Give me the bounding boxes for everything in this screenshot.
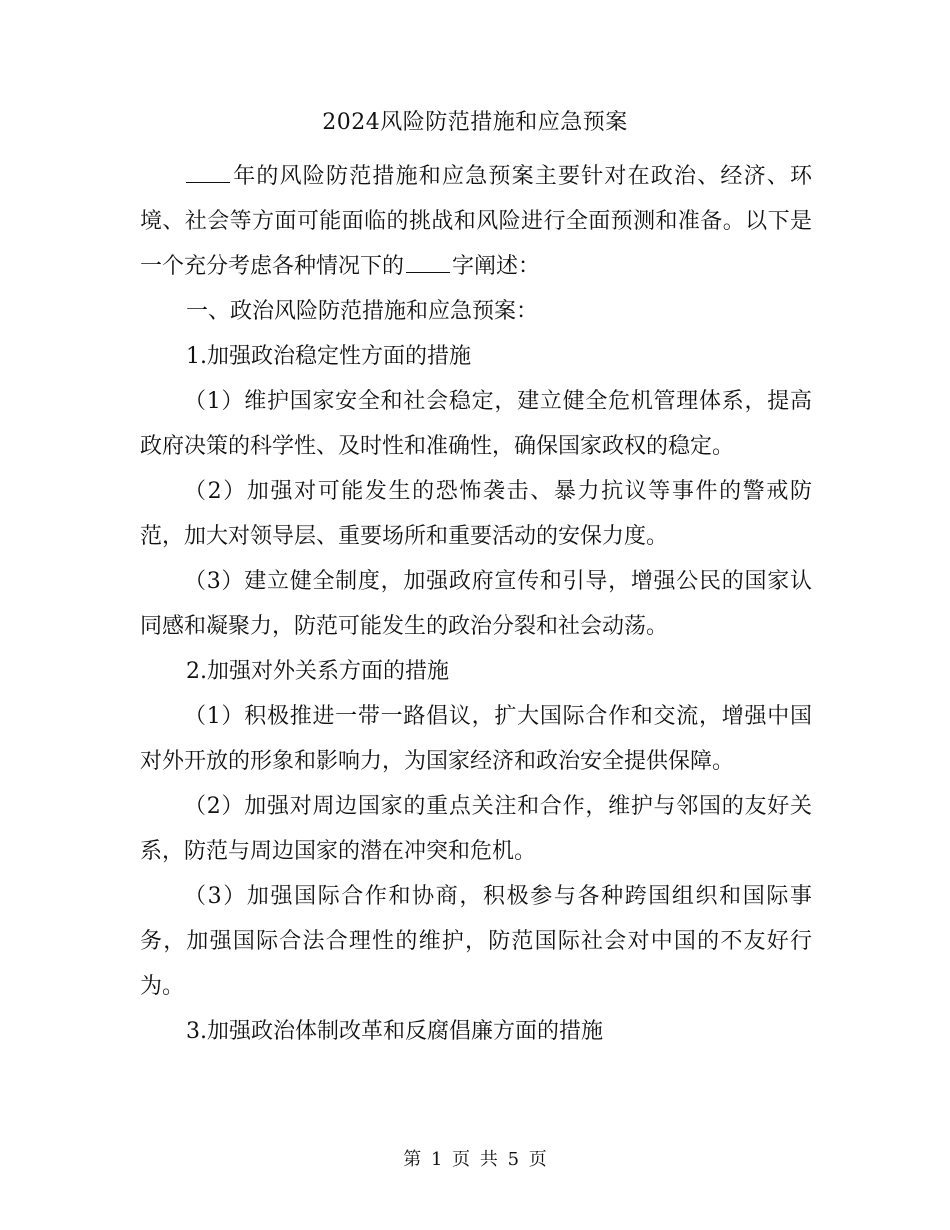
list-item: （2）加强对可能发生的恐怖袭击、暴力抗议等事件的警戒防范，加大对领导层、重要场所和重要活动的安保力度。 bbox=[140, 479, 812, 549]
document-title: 2024风险防范措施和应急预案 bbox=[322, 110, 628, 135]
blank-line bbox=[406, 271, 450, 273]
list-item: （1）积极推进一带一路倡议，扩大国际合作和交流，增强中国对外开放的形象和影响力，为国家经济和政治安全提供保障。 bbox=[140, 704, 812, 774]
list-item: （1）维护国家安全和社会稳定，建立健全危机管理体系，提高政府决策的科学性、及时性和准确性，确保国家政权的稳定。 bbox=[140, 389, 812, 459]
subsection-heading-political-stability: 1.加强政治稳定性方面的措施 bbox=[186, 344, 471, 369]
list-item: （2）加强对周边国家的重点关注和合作，维护与邻国的友好关系，防范与周边国家的潜在冲突和危机。 bbox=[140, 794, 812, 864]
list-item: （3）建立健全制度，加强政府宣传和引导，增强公民的国家认同感和凝聚力，防范可能发生的政治分裂和社会动荡。 bbox=[140, 569, 812, 639]
page-number-footer: 第 1 页 共 5 页 bbox=[403, 1149, 547, 1170]
intro-text-part2: 字阐述： bbox=[452, 254, 541, 279]
subsection-heading-foreign-relations: 2.加强对外关系方面的措施 bbox=[186, 659, 449, 684]
blank-line bbox=[186, 181, 230, 183]
intro-paragraph bbox=[140, 154, 812, 289]
intro-text-part1: 年的风险防范措施和应急预案主要针对在政治、经济、环境、社会等方面可能面临的挑战和风险进行全面预测和准备。以下是一个充分考虑各种情况下的 bbox=[140, 164, 812, 279]
section-heading-political-risk: 一、政治风险防范措施和应急预案： bbox=[186, 299, 539, 324]
list-item: （3）加强国际合作和协商，积极参与各种跨国组织和国际事务，加强国际合法合理性的维护，防范国际社会对中国的不友好行为。 bbox=[140, 884, 812, 999]
document-body bbox=[140, 154, 812, 1054]
subsection-heading-political-reform: 3.加强政治体制改革和反腐倡廉方面的措施 bbox=[186, 1019, 603, 1044]
